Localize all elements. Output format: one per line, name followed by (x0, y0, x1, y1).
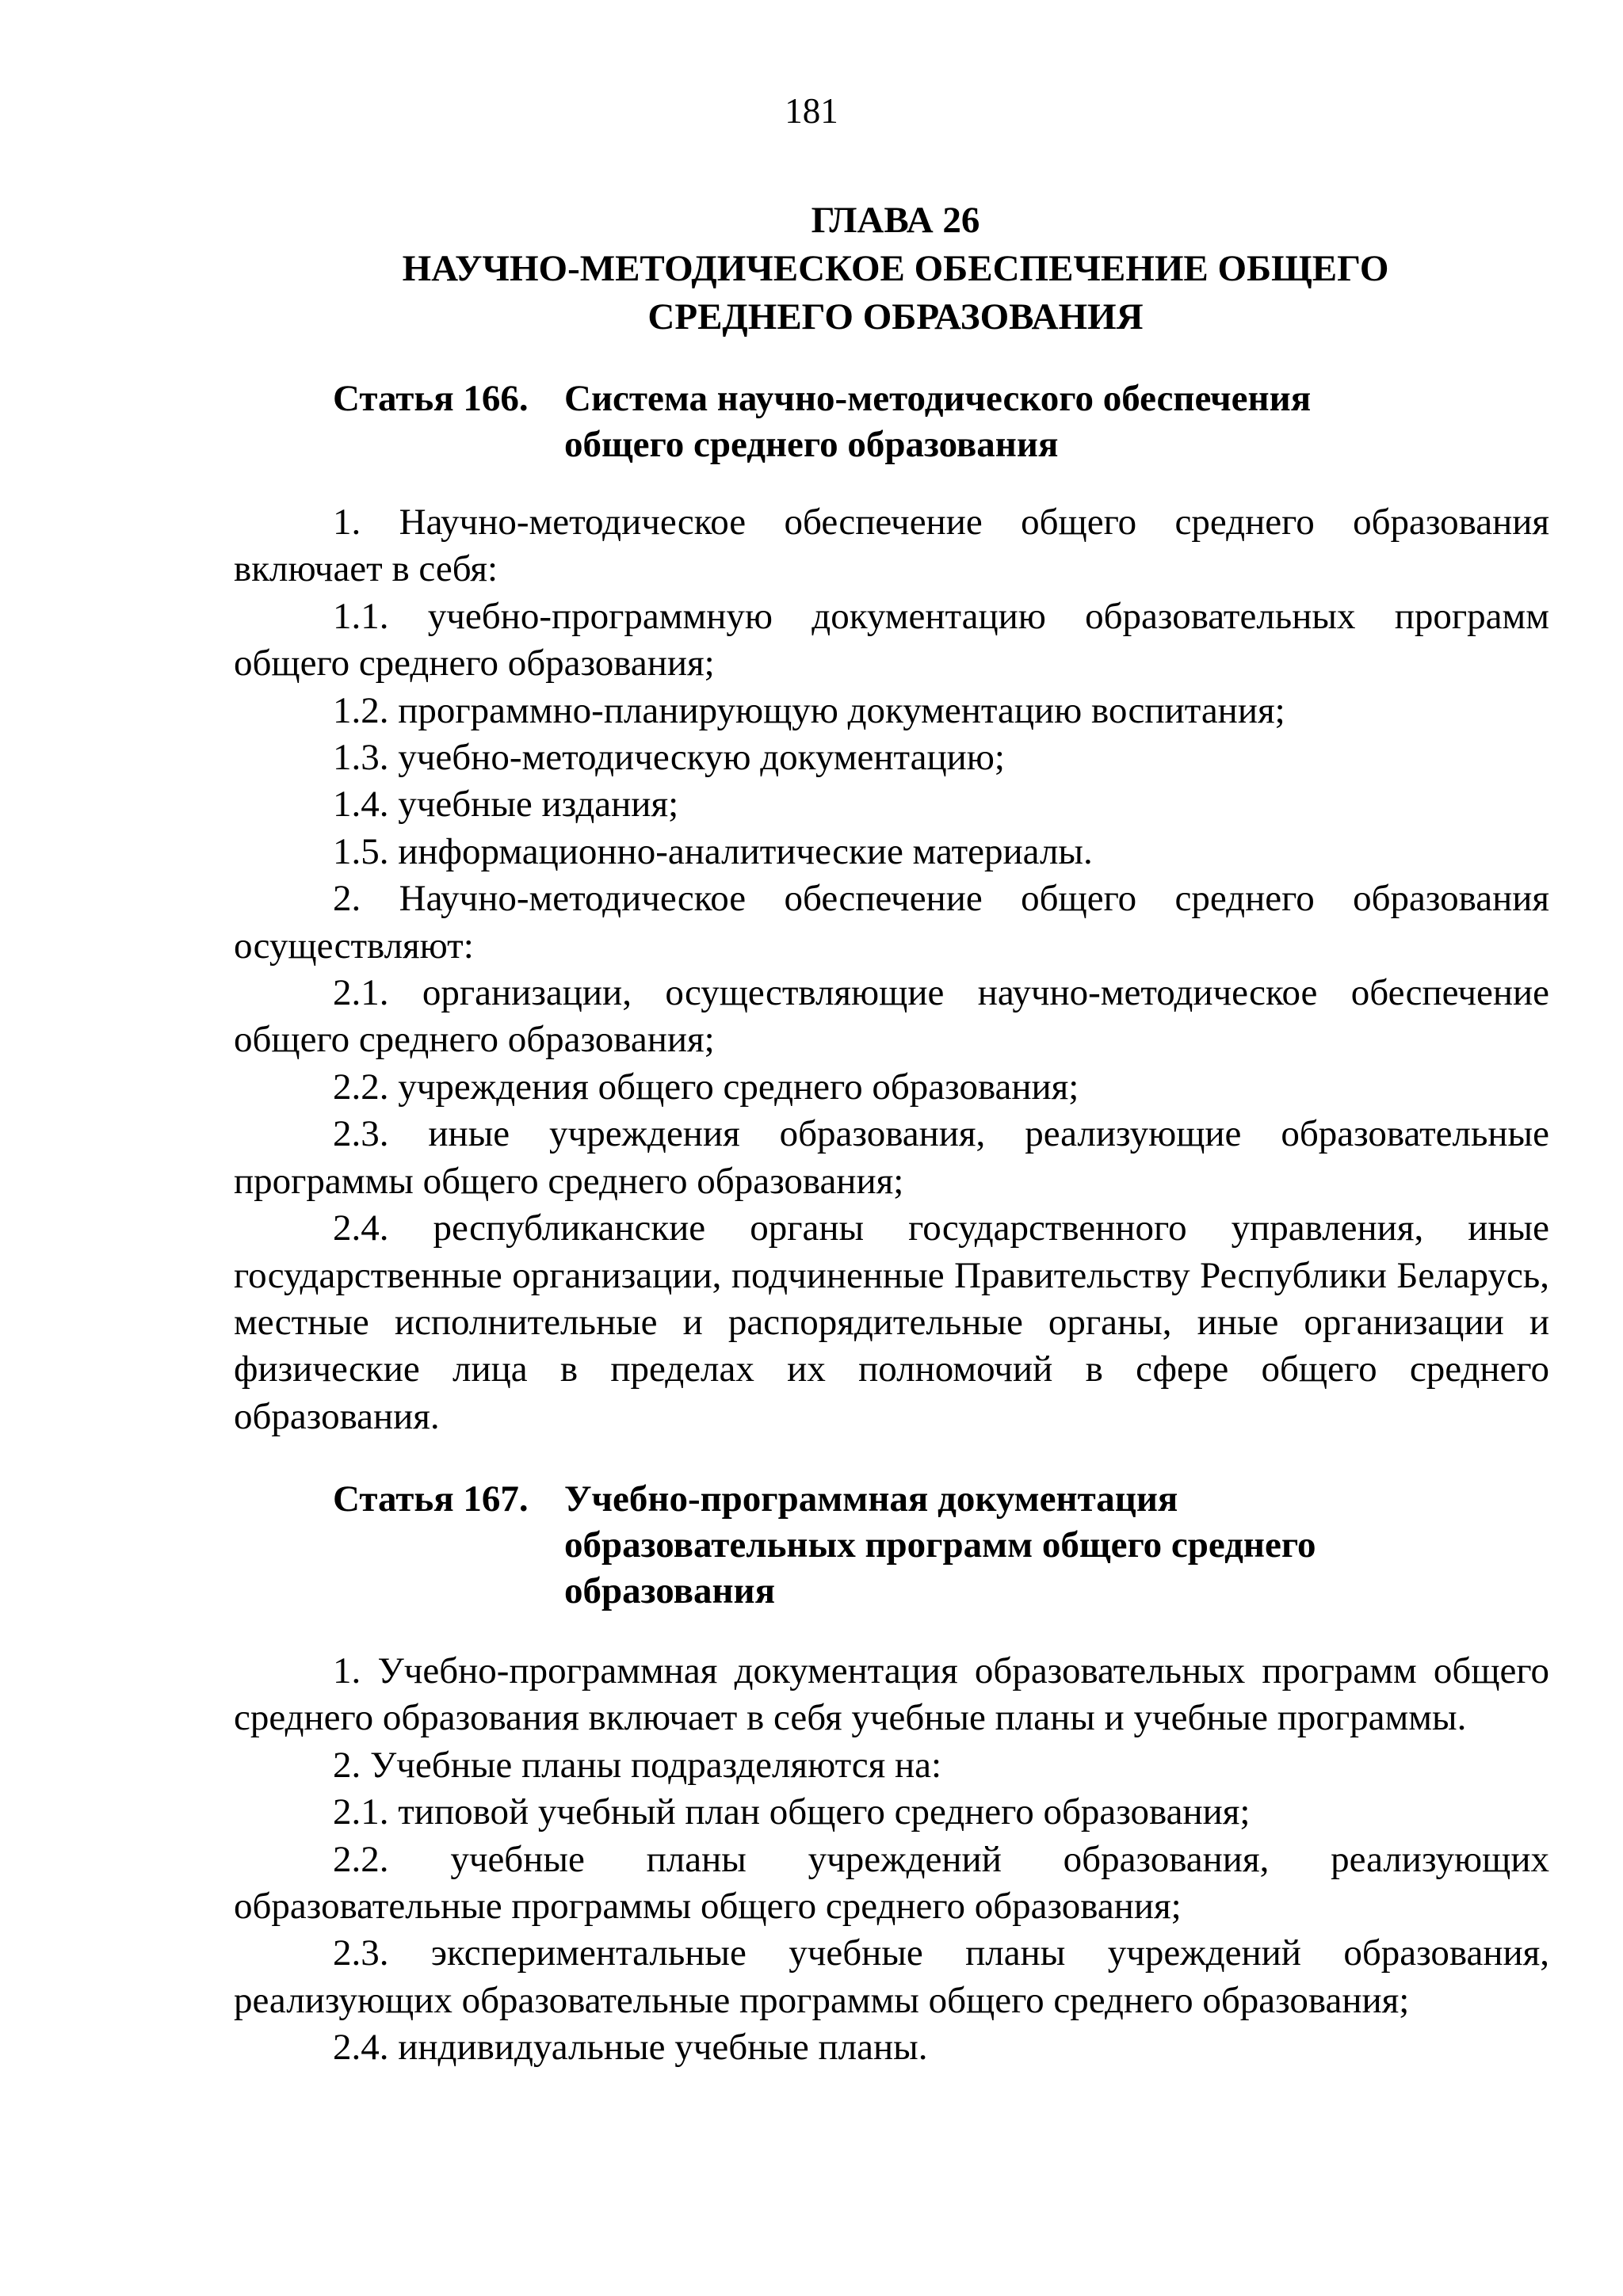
chapter-title-line-2: СРЕДНЕГО ОБРАЗОВАНИЯ (647, 296, 1144, 338)
article-title-line-1: Учебно-программная документация (564, 1478, 1178, 1520)
article-title (564, 1476, 1623, 1614)
article-title-line-3: образования (564, 1570, 776, 1611)
paragraph: 1.5. информационно-аналитические материалы. (333, 830, 1093, 872)
paragraph: 1.2. программно-планирующую документацию воспитания; (333, 689, 1285, 731)
paragraph: 2.1. организации, осуществляющие научно-методическое обеспечение общего среднего образования; (234, 972, 1549, 1061)
paragraph: 2.3. иные учреждения образования, реализующие образовательные программы общего среднего образования; (234, 1113, 1549, 1202)
article-number: Статья 167. (333, 1478, 529, 1520)
paragraph: 1.1. учебно-программную документацию образовательных программ общего среднего образования; (234, 595, 1549, 685)
article-title (564, 376, 1623, 467)
article-title-line-2: образовательных программ общего среднего (564, 1524, 1316, 1566)
paragraph: 2.2. учреждения общего среднего образования; (333, 1066, 1079, 1108)
paragraph: 2.4. индивидуальные учебные планы. (333, 2027, 928, 2069)
article-166-body (234, 499, 1549, 1440)
article-167-body (234, 1648, 1549, 2072)
page-number: 181 (785, 91, 838, 131)
paragraph: 2.3. экспериментальные учебные планы учреждений образования, реализующих образовательные программы общего среднего образования; (234, 1932, 1549, 2021)
paragraph: 1. Научно-методическое обеспечение общего среднего образования включает в себя: (234, 502, 1549, 590)
article-number: Статья 166. (333, 378, 529, 419)
paragraph: 2.4. республиканские органы государственного управления, иные государственные организации, подчиненные Правительству Республики Беларусь, местные исполнительные и распорядительные органы, иные организации и физические лица в пределах их полномочий в сфере общего среднего образования. (234, 1207, 1549, 1437)
paragraph: 2.1. типовой учебный план общего среднего образования; (333, 1791, 1251, 1833)
paragraph: 2. Учебные планы подразделяются на: (333, 1744, 942, 1786)
paragraph: 1.3. учебно-методическую документацию; (333, 737, 1005, 779)
paragraph: 2. Научно-методическое обеспечение общего среднего образования осуществляют: (234, 878, 1549, 967)
chapter-heading (0, 196, 1623, 341)
article-title-line-2: общего среднего образования (564, 424, 1059, 465)
paragraph: 1. Учебно-программная документация образовательных программ общего среднего образования включает в себя учебные планы и учебные программы. (234, 1650, 1549, 1739)
paragraph: 1.4. учебные издания; (333, 784, 679, 826)
chapter-label: ГЛАВА 26 (811, 200, 980, 241)
article-title-line-1: Система научно-методического обеспечения (564, 378, 1312, 419)
paragraph: 2.2. учебные планы учреждений образования, реализующих образовательные программы общего среднего образования; (234, 1838, 1549, 1928)
chapter-title-line-1: НАУЧНО-МЕТОДИЧЕСКОЕ ОБЕСПЕЧЕНИЕ ОБЩЕГО (402, 248, 1389, 289)
